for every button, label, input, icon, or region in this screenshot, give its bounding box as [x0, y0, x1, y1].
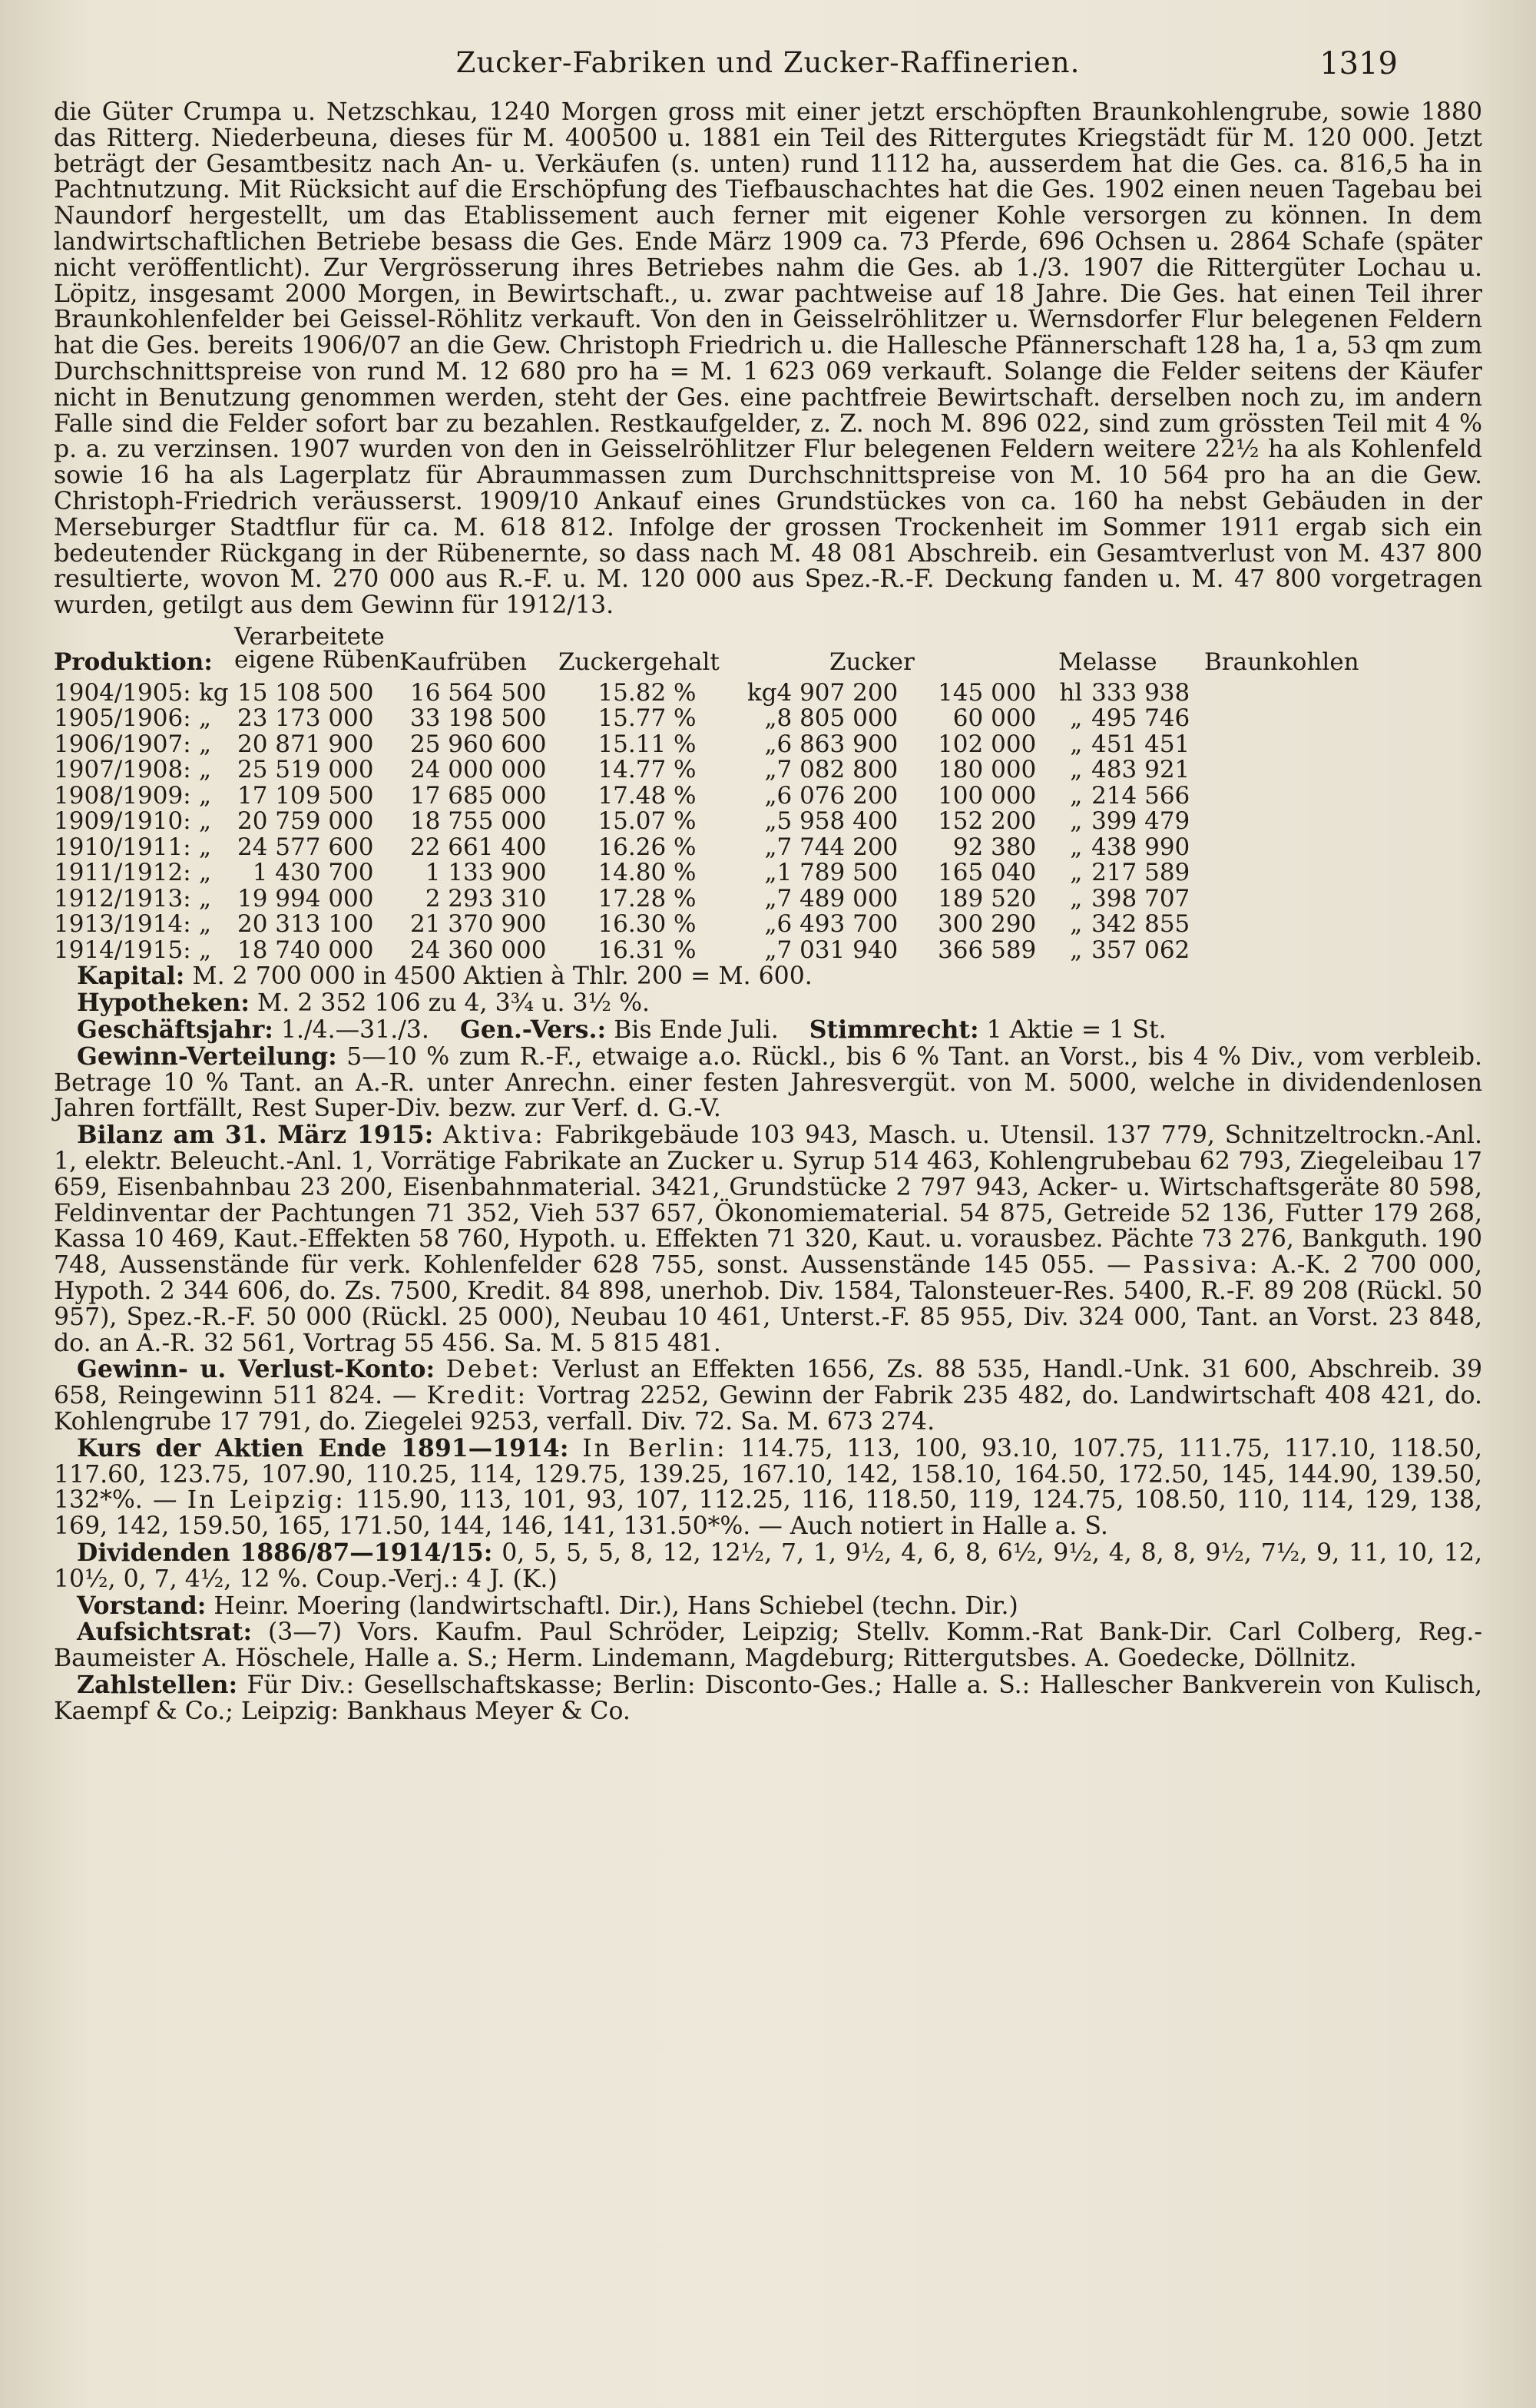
production-row [54, 732, 1190, 758]
production-cell-u3: „ [1070, 936, 1083, 964]
production-cell-year: 1910/1911: [54, 833, 191, 861]
zahlstellen-label: Zahlstellen: [77, 1670, 238, 1699]
production-cell-kauf: 2 293 310 [425, 884, 547, 913]
production-cell-melasse: 300 290 [938, 910, 1037, 939]
production-cell-u1: kg [199, 678, 229, 707]
production-label: Produktion: [54, 648, 213, 676]
production-cell-u3: „ [1070, 781, 1083, 810]
gewinn-verteilung-text: 5—10 % zum R.-F., etwaige a.o. Rückl., bis 6 % Tant. an Vorst., bis 4 % Div., vom verbleib. Betrage 10 % Tant. an A.-R. unter Anrechn. einer festen Jahresvergüt. von M. 5000, welche in dividendenlosen Jahren fortfällt, Rest Super-Div. bezw. zur Verf. d. G.-V. [54, 1042, 1483, 1123]
stimmrecht-label: Stimmrecht: [809, 1015, 979, 1045]
production-cell-melasse: 180 000 [938, 756, 1037, 784]
berlin-label: In Berlin: [582, 1434, 727, 1462]
production-cell-zucker: 7 489 000 [776, 884, 899, 913]
production-cell-u2: kg [746, 678, 777, 707]
production-cell-kauf: 24 000 000 [410, 756, 547, 784]
production-cell-kohlen: 438 990 [1091, 833, 1190, 861]
production-cell-kauf: 18 755 000 [410, 807, 547, 836]
production-cell-kauf: 16 564 500 [410, 678, 547, 707]
production-cell-u3: „ [1070, 704, 1083, 733]
production-cell-year: 1911/1912: [54, 859, 191, 887]
hypotheken-text: M. 2 352 106 zu 4, 3¾ u. 3½ %. [257, 989, 650, 1018]
production-cell-melasse: 100 000 [938, 781, 1037, 810]
stimmrecht-text: 1 Aktie = 1 St. [986, 1016, 1167, 1045]
dividenden-para [54, 1540, 1482, 1593]
production-cell-melasse: 145 000 [938, 678, 1037, 707]
production-cell-kauf: 25 960 600 [410, 730, 547, 758]
leipzig-text: 115.90, 113, 101, 93, 107, 112.25, 116, 118.50, 119, 124.75, 108.50, 110, 114, 129, 138, 169, 142, 159.50, 165, 171.50, 144, 146, 141, 131.50*%. — Auch notiert in Halle a. S. [54, 1486, 1482, 1541]
kurs-label: Kurs der Aktien Ende 1891—1914: [77, 1433, 569, 1462]
production-cell-melasse: 102 000 [938, 730, 1037, 758]
production-cell-ruben: 20 759 000 [237, 807, 374, 836]
production-cell-u2: „ [764, 781, 777, 810]
production-cell-ruben: 24 577 600 [237, 833, 374, 861]
col-zucker: Zucker [829, 648, 915, 676]
production-cell-year: 1912/1913: [54, 884, 191, 913]
production-cell-u3: „ [1070, 756, 1083, 784]
production-cell-zucker: 6 076 200 [776, 781, 899, 810]
production-cell-u1: „ [199, 884, 212, 913]
running-title: Zucker-Fabriken und Zucker-Raffinerien. [455, 46, 1081, 79]
production-cell-ruben: 25 519 000 [237, 756, 374, 784]
production-cell-u3: „ [1070, 910, 1083, 939]
aufsichtsrat-text: (3—7) Vors. Kaufm. Paul Schröder, Leipzig; Stellv. Komm.-Rat Bank-Dir. Carl Colberg, Reg.-Baumeister A. Höschele, Halle a. S.; Herm. Lindemann, Magdeburg; Rittergutsbes. A. Goedecke, Döllnitz. [54, 1618, 1482, 1673]
production-cell-kohlen: 342 855 [1091, 910, 1190, 939]
production-row [54, 757, 1190, 783]
production-cell-year: 1913/1914: [54, 910, 191, 939]
guv-label: Gewinn- u. Verlust-Konto: [77, 1355, 435, 1384]
production-cell-year: 1914/1915: [54, 936, 191, 964]
kredit-label: Kredit: [426, 1382, 528, 1410]
production-cell-year: 1906/1907: [54, 730, 191, 758]
production-cell-zucker: 1 789 500 [776, 859, 899, 887]
gewinn-verteilung-para [54, 1044, 1482, 1122]
production-cell-year: 1908/1909: [54, 781, 191, 810]
aktiva-label: Aktiva: [442, 1121, 545, 1150]
production-table [54, 678, 1190, 964]
production-cell-u3: hl [1059, 678, 1083, 707]
col-verarbeitete [234, 622, 401, 674]
production-cell-gehalt: 15.82 % [598, 678, 697, 707]
bilanz-label: Bilanz am 31. März 1915: [77, 1121, 434, 1150]
production-cell-u2: „ [764, 756, 777, 784]
kapital-line [54, 963, 1482, 990]
production-row [54, 706, 1190, 732]
production-cell-zucker: 6 863 900 [776, 730, 899, 758]
production-cell-kohlen: 214 566 [1091, 781, 1190, 810]
production-cell-u3: „ [1070, 859, 1083, 887]
col-braunkohlen: Braunkohlen [1204, 648, 1359, 676]
production-cell-u2: „ [764, 884, 777, 913]
production-cell-u2: „ [764, 936, 777, 964]
production-row [54, 681, 1190, 707]
col-kaufrueben: Kaufrüben [399, 648, 528, 676]
col-zuckergehalt: Zuckergehalt [558, 648, 720, 676]
vorstand-label: Vorstand: [77, 1591, 207, 1620]
production-cell-u1: „ [199, 807, 212, 836]
production-row [54, 912, 1190, 938]
production-cell-kauf: 24 360 000 [410, 936, 547, 964]
production-cell-u2: „ [764, 910, 777, 939]
production-cell-gehalt: 15.11 % [598, 730, 697, 758]
kredit-text: Vortrag 2252, Gewinn der Fabrik 235 482, do. Landwirtschaft 408 421, do. Kohlengrube 17 791, do. Ziegelei 9253, verfall. Div. 72. Sa. M. 673 274. [54, 1382, 1482, 1436]
production-cell-kauf: 22 661 400 [410, 833, 547, 861]
production-cell-kauf: 17 685 000 [410, 781, 547, 810]
debet-label: Debet: [445, 1356, 541, 1384]
production-cell-u1: „ [199, 936, 212, 964]
kapital-text: M. 2 700 000 in 4500 Aktien à Thlr. 200 = M. 600. [192, 962, 813, 991]
production-cell-melasse: 60 000 [952, 704, 1037, 733]
dividenden-text: 0, 5, 5, 5, 8, 12, 12½, 7, 1, 9½, 4, 6, 8, 6½, 9½, 4, 8, 8, 9½, 7½, 9, 11, 10, 12, 10½, 0, 7, 4½, 12 %. Coup.-Verj.: 4 J. (K.) [54, 1539, 1482, 1593]
page-number: 1319 [1319, 46, 1398, 81]
production-cell-ruben: 18 740 000 [237, 936, 374, 964]
production-cell-ruben: 20 313 100 [237, 910, 374, 939]
debet-text: Verlust an Effekten 1656, Zs. 88 535, Handl.-Unk. 31 600, Abschreib. 39 658, Reingewinn 511 824. — [54, 1356, 1483, 1410]
production-cell-year: 1904/1905: [54, 678, 191, 707]
genvers-label: Gen.-Vers.: [460, 1015, 607, 1045]
production-cell-zucker: 6 493 700 [776, 910, 899, 939]
production-cell-zucker: 7 744 200 [776, 833, 899, 861]
passiva-label: Passiva: [1143, 1251, 1260, 1280]
production-cell-kauf: 21 370 900 [410, 910, 547, 939]
production-cell-u1: „ [199, 833, 212, 861]
production-cell-kohlen: 483 921 [1091, 756, 1190, 784]
production-row [54, 809, 1190, 835]
geschaeftsjahr-text: 1./4.—31./3. [280, 1016, 429, 1045]
genvers-text: Bis Ende Juli. [614, 1016, 779, 1045]
production-cell-u1: „ [199, 781, 212, 810]
production-cell-ruben: 20 871 900 [237, 730, 374, 758]
production-cell-kohlen: 495 746 [1091, 704, 1190, 733]
kurs-para [54, 1433, 1483, 1541]
production-row [54, 835, 1190, 861]
production-cell-ruben: 19 994 000 [237, 884, 374, 913]
production-cell-zucker: 4 907 200 [776, 678, 899, 707]
production-cell-u1: „ [199, 730, 212, 758]
production-cell-u2: „ [764, 807, 777, 836]
guv-para [54, 1356, 1482, 1435]
production-cell-gehalt: 16.31 % [598, 936, 697, 964]
geschaeftsjahr-label: Geschäftsjahr: [77, 1015, 273, 1045]
production-cell-u2: „ [764, 704, 777, 733]
production-cell-kohlen: 451 451 [1091, 730, 1190, 758]
production-cell-u1: „ [199, 704, 212, 733]
production-cell-u3: „ [1070, 730, 1083, 758]
production-row [54, 886, 1190, 913]
production-cell-melasse: 165 040 [938, 859, 1037, 887]
production-cell-u2: „ [764, 730, 777, 758]
col-melasse: Melasse [1058, 648, 1157, 676]
production-cell-u3: „ [1070, 884, 1083, 913]
passiva-text: A.-K. 2 700 000, Hypoth. 2 344 606, do. Zs. 7500, Kredit. 84 898, unerhob. Div. 1584, Talonsteuer-Res. 5400, R.-F. 89 208 (Rückl. 50 957), Spez.-R.-F. 50 000 (Rückl. 25 000), Neubau 10 461, Unterst.-F. 85 955, Div. 324 000, Tant. an Vorst. 23 848, do. an A.-R. 32 561, Vortrag 55 456. Sa. M. 5 815 481. [54, 1251, 1482, 1357]
production-cell-ruben: 17 109 500 [237, 781, 374, 810]
dividenden-label: Dividenden 1886/87—1914/15: [77, 1538, 493, 1567]
production-row [54, 783, 1190, 810]
intro-paragraph: die Güter Crumpa u. Netzschkau, 1240 Morgen gross mit einer jetzt erschöpften Braunkohlengrube, sowie 1880 das Ritterg. Niederbeuna, dieses für M. 400500 u. 1881 ein Teil des Rittergutes Kriegstädt für M. 120 000. Jetzt beträgt der Gesamtbesitz nach An- u. Verkäufen (s. unten) rund 1112 ha, ausserdem hat die Ges. ca. 816,5 ha in Pachtnutzung. Mit Rücksicht auf die Erschöpfung des Tiefbauschachtes hat die Ges. 1902 einen neuen Tagebau bei Naundorf hergestellt, um das Etablissement auch ferner mit eigener Kohle versorgen zu können. In dem landwirtschaftlichen Betriebe besass die Ges. Ende März 1909 ca. 73 Pferde, 696 Ochsen u. 2864 Schafe (später nicht veröffentlicht). Zur Vergrösserung ihres Betriebes nahm die Ges. ab 1./3. 1907 die Rittergüter Lochau u. Löpitz, insgesamt 2000 Morgen, in Bewirtschaft., u. zwar pachtweise auf 18 Jahre. Die Ges. hat einen Teil ihrer Braunkohlenfelder bei Geissel-Röhlitz verkauft. Von den in Geisselröhlitzer u. Wernsdorfer Flur belegenen Feldern hat die Ges. bereits 1906/07 an die Gew. Christoph Friedrich u. die Hallesche Pfännerschaft 128 ha, 1 a, 53 qm zum Durchschnittspreise von rund M. 12 680 pro ha = M. 1 623 069 verkauft. Solange die Felder seitens der Käufer nicht in Benutzung genommen werden, steht der Ges. eine pachtfreie Bewirtschaft. derselben noch zu, im andern Falle sind die Felder sofort bar zu bezahlen. Restkaufgelder, z. Z. noch M. 896 022, sind zum grössten Teil mit 4 % p. a. zu verzinsen. 1907 wurden von den in Geisselröhlitzer Flur belegenen Feldern weitere 22½ ha als Kohlenfeld sowie 16 ha als Lagerplatz für Abraummassen zum Durchschnittspreise von M. 10 564 pro ha an die Gew. Christoph-Friedrich veräusserst. 1909/10 Ankauf eines Grundstückes von ca. 160 ha nebst Gebäuden in der Merseburger Stadtflur für ca. M. 618 812. Infolge der grossen Trockenheit im Sommer 1911 ergab sich ein bedeutender Rückgang in der Rübenernte, so dass nach M. 48 081 Abschreib. ein Gesamtverlust von M. 437 800 resultierte, wovon M. 270 000 aus R.-F. u. M. 120 000 aus Spez.-R.-F. Deckung fanden u. M. 47 800 vorgetragen wurden, getilgt aus dem Gewinn für 1912/13. [54, 98, 1482, 620]
vorstand-text: Heinr. Moering (landwirtschaftl. Dir.), Hans Schiebel (techn. Dir.) [214, 1592, 1018, 1620]
vorstand-para [54, 1593, 1482, 1620]
production-row [54, 860, 1190, 886]
production-cell-melasse: 152 200 [938, 807, 1037, 836]
production-cell-ruben: 23 173 000 [237, 704, 374, 733]
production-cell-ruben: 15 108 500 [237, 678, 374, 707]
aktiva-text: Fabrikgebäude 103 943, Masch. u. Utensil. 137 779, Schnitzeltrockn.-Anl. 1, elektr. Beleucht.-Anl. 1, Vorrätige Fabrikate an Zucker u. Syrup 514 463, Kohlengrubebau 62 793, Ziegeleibau 17 659, Eisenbahnbau 23 200, Eisenbahnmaterial. 3421, Grundstücke 2 797 943, Acker- u. Wirtschaftsgeräte 80 598, Feldinventar der Pachtungen 71 352, Vieh 537 657, Ökonomiematerial. 54 875, Getreide 52 136, Futter 179 268, Kassa 10 469, Kaut.-Effekten 58 760, Hypoth. u. Effekten 71 320, Kaut. u. vorausbez. Pächte 73 276, Bankguth. 190 748, Aussenstände für verk. Kohlenfelder 628 755, sonst. Aussenstände 145 055. — [54, 1121, 1483, 1280]
production-row [54, 938, 1190, 964]
production-cell-zucker: 7 082 800 [776, 756, 899, 784]
aufsichtsrat-label: Aufsichtsrat: [77, 1618, 253, 1647]
berlin-text: 114.75, 113, 100, 93.10, 107.75, 111.75, 117.10, 118.50, 117.60, 123.75, 107.90, 110.25, 114, 129.75, 139.25, 167.10, 142, 158.10, 164.50, 172.50, 145, 144.90, 139.50, 132*%. — [54, 1434, 1483, 1515]
page-header [54, 46, 1482, 100]
production-cell-gehalt: 16.30 % [598, 910, 697, 939]
hypotheken-line [54, 990, 1482, 1017]
bilanz-para [54, 1122, 1482, 1356]
production-cell-year: 1907/1908: [54, 756, 191, 784]
production-cell-gehalt: 14.80 % [598, 859, 697, 887]
production-cell-zucker: 8 805 000 [776, 704, 899, 733]
production-cell-kohlen: 398 707 [1091, 884, 1190, 913]
production-cell-melasse: 92 380 [952, 833, 1037, 861]
production-cell-gehalt: 15.07 % [598, 807, 697, 836]
production-cell-kohlen: 333 938 [1091, 678, 1190, 707]
production-cell-year: 1905/1906: [54, 704, 191, 733]
production-cell-u3: „ [1070, 833, 1083, 861]
production-cell-zucker: 7 031 940 [776, 936, 899, 964]
col-verarbeitete-2: eigene Rüben [234, 645, 401, 674]
production-cell-kauf: 1 133 900 [425, 859, 547, 887]
zahlstellen-text: Für Div.: Gesellschaftskasse; Berlin: Disconto-Ges.; Halle a. S.: Hallescher Bankverein von Kulisch, Kaempf & Co.; Leipzig: Bankhaus Meyer & Co. [54, 1671, 1483, 1725]
production-cell-gehalt: 17.28 % [598, 884, 697, 913]
production-cell-gehalt: 17.48 % [598, 781, 697, 810]
production-cell-u1: „ [199, 859, 212, 887]
geschaeftsjahr-line [54, 1017, 1482, 1044]
kapital-label: Kapital: [77, 962, 185, 991]
production-cell-zucker: 5 958 400 [776, 807, 899, 836]
production-cell-kauf: 33 198 500 [410, 704, 547, 733]
production-cell-kohlen: 399 479 [1091, 807, 1190, 836]
production-cell-gehalt: 14.77 % [598, 756, 697, 784]
production-header [54, 619, 1482, 681]
production-cell-kohlen: 357 062 [1091, 936, 1190, 964]
production-cell-u3: „ [1070, 807, 1083, 836]
production-cell-u1: „ [199, 756, 212, 784]
gewinn-verteilung-label: Gewinn-Verteilung: [77, 1042, 337, 1071]
zahlstellen-para [54, 1672, 1482, 1725]
col-verarbeitete-1: Verarbeitete [234, 622, 385, 651]
production-cell-ruben: 1 430 700 [252, 859, 374, 887]
production-cell-year: 1909/1910: [54, 807, 191, 836]
production-cell-u2: „ [764, 833, 777, 861]
production-cell-gehalt: 16.26 % [598, 833, 697, 861]
hypotheken-label: Hypotheken: [77, 989, 250, 1018]
production-cell-melasse: 189 520 [938, 884, 1037, 913]
production-cell-gehalt: 15.77 % [598, 704, 697, 733]
production-cell-kohlen: 217 589 [1091, 859, 1190, 887]
production-cell-u1: „ [199, 910, 212, 939]
production-cell-melasse: 366 589 [938, 936, 1037, 964]
aufsichtsrat-para [54, 1619, 1482, 1672]
leipzig-label: In Leipzig: [187, 1486, 346, 1515]
production-cell-u2: „ [764, 859, 777, 887]
